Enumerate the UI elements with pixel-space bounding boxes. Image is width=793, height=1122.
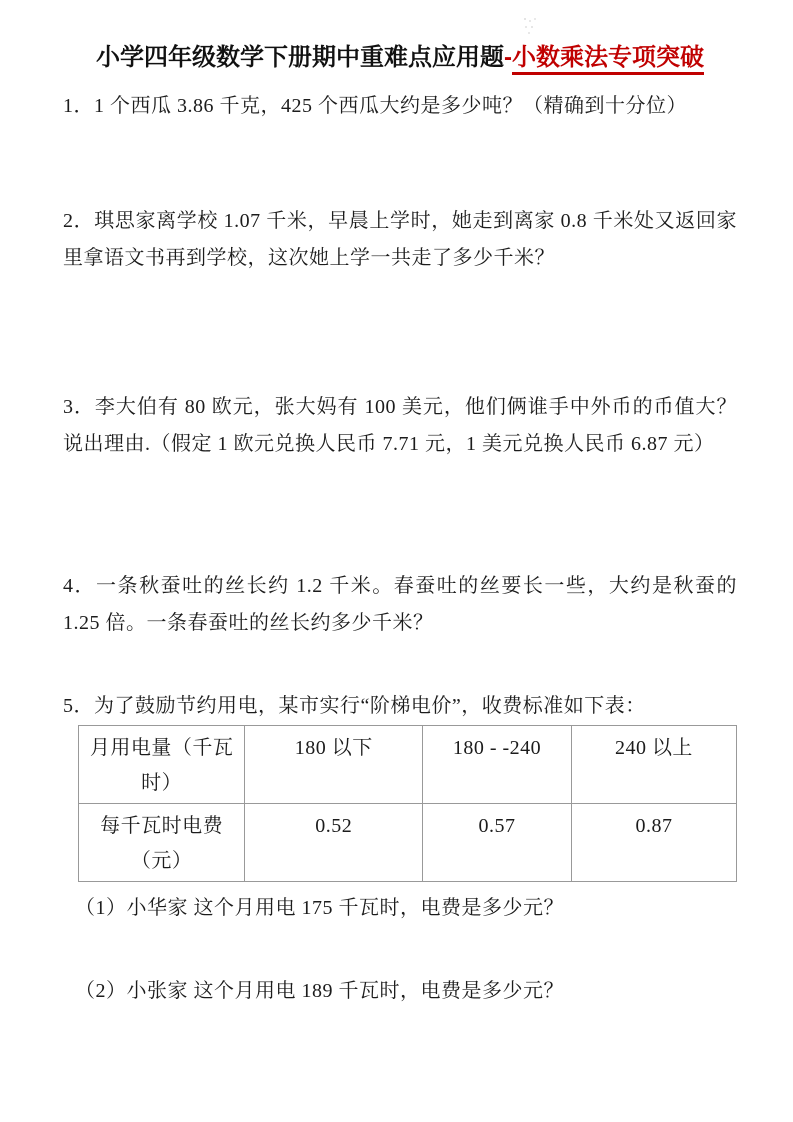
table-cell: 0.57: [423, 804, 572, 882]
table-row-usage: [79, 726, 737, 804]
electricity-rate-table: [78, 725, 737, 882]
question-2: 2．琪思家离学校 1.07 千米，早晨上学时，她走到离家 0.8 千米处又返回家里拿语文书再到学校，这次她上学一共走了多少千米？: [63, 210, 737, 269]
table-cell: 240 以上: [571, 726, 736, 804]
page-title: [63, 42, 737, 74]
table-cell: 180 - -240: [423, 726, 572, 804]
question-5: 5．为了鼓励节约用电，某市实行“阶梯电价”，收费标准如下表：: [63, 695, 646, 717]
row-header-price: 每千瓦时电费（元）: [79, 804, 245, 882]
question-4: 4．一条秋蚕吐的丝长约 1.2 千米。春蚕吐的丝要长一些，大约是秋蚕的 1.25 倍。一条春蚕吐的丝长约多少千米？: [63, 575, 737, 634]
table-cell: 0.52: [245, 804, 423, 882]
table-row-price: [79, 804, 737, 882]
sub-question-1: （1）小华家 这个月用电 175 千瓦时，电费是多少元？: [75, 897, 564, 919]
scan-artifact: [522, 16, 542, 40]
question-1: 1．1 个西瓜 3.86 千克，425 个西瓜大约是多少吨？（精确到十分位）: [63, 95, 687, 117]
page-title-highlight: 小数乘法专项突破: [512, 44, 704, 75]
table-cell: 0.87: [571, 804, 736, 882]
page-title-main: 小学四年级数学下册期中重难点应用题: [96, 44, 504, 71]
row-header-usage: 月用电量（千瓦时）: [79, 726, 245, 804]
sub-question-2: （2）小张家 这个月用电 189 千瓦时，电费是多少元？: [75, 980, 564, 1002]
question-3: 3．李大伯有 80 欧元，张大妈有 100 美元，他们俩谁手中外币的币值大？说出理由.（假定 1 欧元兑换人民币 7.71 元，1 美元兑换人民币 6.87 元）: [63, 396, 737, 455]
page-title-dash: -: [504, 44, 512, 71]
table-cell: 180 以下: [245, 726, 423, 804]
